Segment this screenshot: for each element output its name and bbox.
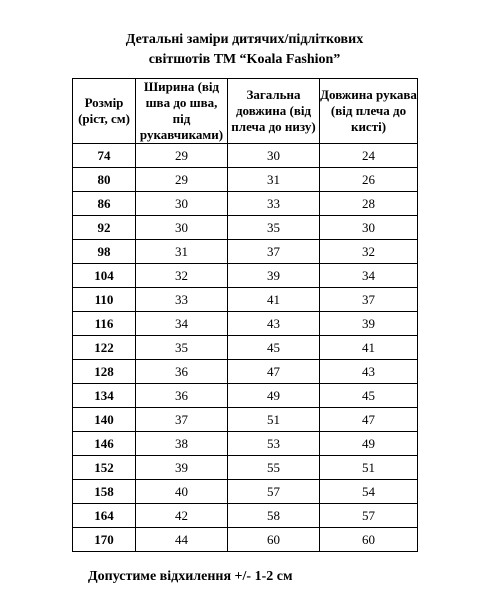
total-length-cell: 49 [228, 384, 320, 408]
width-cell: 35 [136, 336, 228, 360]
table-row [73, 432, 418, 456]
size-cell: 146 [73, 432, 136, 456]
total-length-cell: 41 [228, 288, 320, 312]
header-width: Ширина (від шва до шва, під рукавчиками) [136, 79, 228, 144]
width-cell: 36 [136, 384, 228, 408]
size-cell: 92 [73, 216, 136, 240]
size-cell: 110 [73, 288, 136, 312]
width-cell: 30 [136, 192, 228, 216]
total-length-cell: 35 [228, 216, 320, 240]
total-length-cell: 31 [228, 168, 320, 192]
table-row [73, 384, 418, 408]
sleeve-length-cell: 28 [320, 192, 418, 216]
size-cell: 122 [73, 336, 136, 360]
table-row [73, 168, 418, 192]
table-row [73, 480, 418, 504]
table-row [73, 216, 418, 240]
total-length-cell: 60 [228, 528, 320, 552]
width-cell: 29 [136, 168, 228, 192]
size-table-header-row [73, 79, 418, 144]
total-length-cell: 43 [228, 312, 320, 336]
size-cell: 128 [73, 360, 136, 384]
width-cell: 31 [136, 240, 228, 264]
sleeve-length-cell: 49 [320, 432, 418, 456]
width-cell: 36 [136, 360, 228, 384]
size-cell: 86 [73, 192, 136, 216]
table-row [73, 360, 418, 384]
width-cell: 44 [136, 528, 228, 552]
size-cell: 74 [73, 144, 136, 168]
total-length-cell: 45 [228, 336, 320, 360]
size-cell: 134 [73, 384, 136, 408]
size-cell: 140 [73, 408, 136, 432]
sleeve-length-cell: 54 [320, 480, 418, 504]
sleeve-length-cell: 30 [320, 216, 418, 240]
total-length-cell: 33 [228, 192, 320, 216]
size-table [72, 78, 418, 552]
size-cell: 152 [73, 456, 136, 480]
sleeve-length-cell: 45 [320, 384, 418, 408]
sleeve-length-cell: 37 [320, 288, 418, 312]
total-length-cell: 51 [228, 408, 320, 432]
table-row [73, 264, 418, 288]
total-length-cell: 57 [228, 480, 320, 504]
table-row [73, 528, 418, 552]
table-row [73, 408, 418, 432]
width-cell: 38 [136, 432, 228, 456]
sleeve-length-cell: 57 [320, 504, 418, 528]
sleeve-length-cell: 43 [320, 360, 418, 384]
sleeve-length-cell: 26 [320, 168, 418, 192]
width-cell: 34 [136, 312, 228, 336]
table-row [73, 192, 418, 216]
size-cell: 80 [73, 168, 136, 192]
table-row [73, 288, 418, 312]
sleeve-length-cell: 32 [320, 240, 418, 264]
header-total-length: Загальна довжина (від плеча до низу) [228, 79, 320, 144]
header-sleeve-length: Довжина рукава (від плеча до кисті) [320, 79, 418, 144]
table-row [73, 240, 418, 264]
tolerance-note: Допустиме відхилення +/- 1-2 см [88, 569, 293, 584]
size-cell: 170 [73, 528, 136, 552]
total-length-cell: 55 [228, 456, 320, 480]
total-length-cell: 47 [228, 360, 320, 384]
document-title-line-1: Детальні заміри дитячих/підліткових [125, 32, 364, 47]
width-cell: 30 [136, 216, 228, 240]
width-cell: 40 [136, 480, 228, 504]
sleeve-length-cell: 60 [320, 528, 418, 552]
table-row [73, 144, 418, 168]
size-cell: 116 [73, 312, 136, 336]
size-cell: 104 [73, 264, 136, 288]
width-cell: 39 [136, 456, 228, 480]
table-row [73, 336, 418, 360]
width-cell: 33 [136, 288, 228, 312]
table-row [73, 456, 418, 480]
size-table-body [73, 144, 418, 552]
total-length-cell: 39 [228, 264, 320, 288]
total-length-cell: 37 [228, 240, 320, 264]
document-title [0, 30, 489, 70]
table-row [73, 504, 418, 528]
document-title-line-2: світшотів ТМ “Koala Fashion” [148, 52, 341, 67]
width-cell: 32 [136, 264, 228, 288]
sleeve-length-cell: 51 [320, 456, 418, 480]
width-cell: 37 [136, 408, 228, 432]
table-row [73, 312, 418, 336]
width-cell: 29 [136, 144, 228, 168]
sleeve-length-cell: 34 [320, 264, 418, 288]
sleeve-length-cell: 41 [320, 336, 418, 360]
size-cell: 164 [73, 504, 136, 528]
total-length-cell: 53 [228, 432, 320, 456]
total-length-cell: 30 [228, 144, 320, 168]
sleeve-length-cell: 39 [320, 312, 418, 336]
width-cell: 42 [136, 504, 228, 528]
size-cell: 158 [73, 480, 136, 504]
sleeve-length-cell: 24 [320, 144, 418, 168]
header-size: Розмір (ріст, см) [73, 79, 136, 144]
total-length-cell: 58 [228, 504, 320, 528]
size-cell: 98 [73, 240, 136, 264]
sleeve-length-cell: 47 [320, 408, 418, 432]
